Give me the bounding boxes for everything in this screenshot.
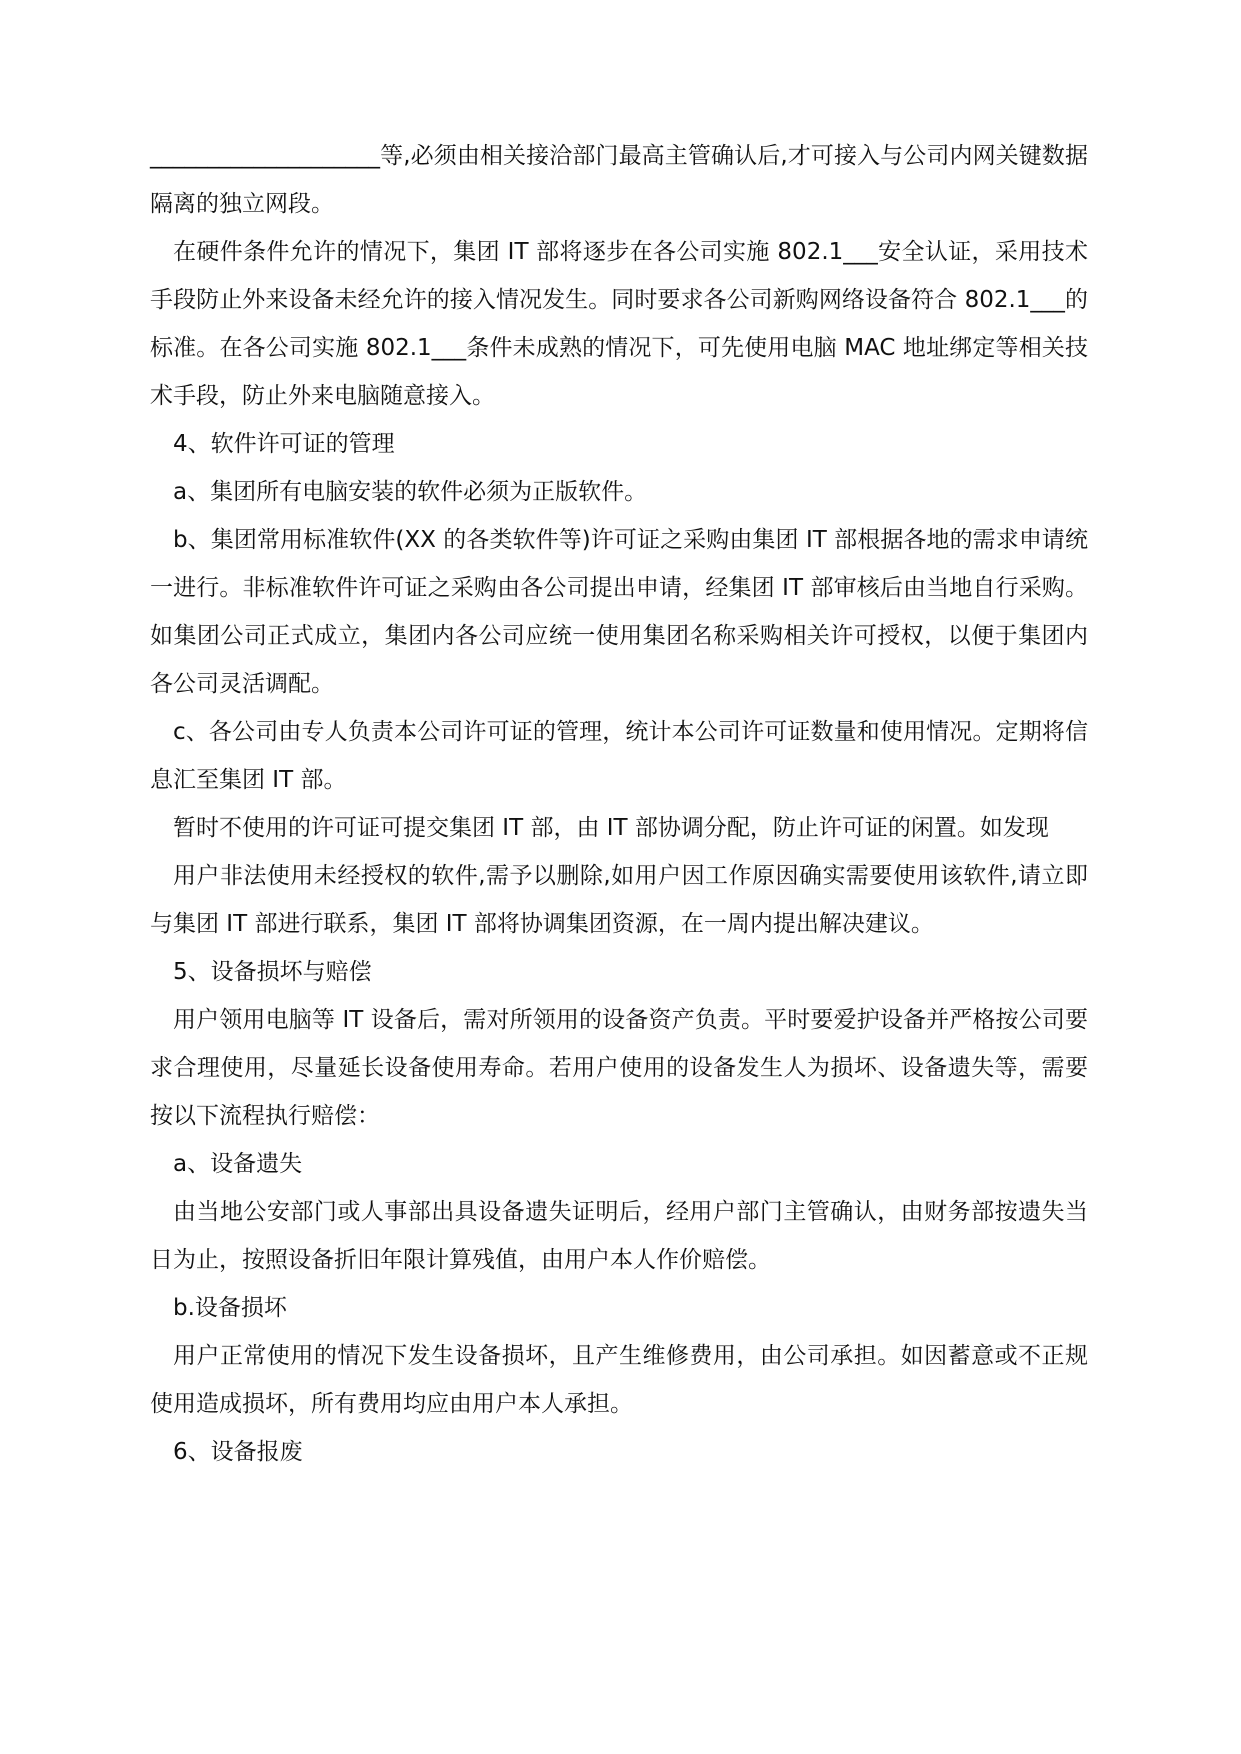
list-item-device-damage: b.设备损坏 bbox=[173, 1295, 287, 1321]
list-item-device-lost: a、设备遗失 bbox=[173, 1151, 303, 1177]
list-item-license-purchase: b、集团常用标准软件(XX 的各类软件等)许可证之采购由集团 IT 部根据各地的需求申请统一进行。非标准软件许可证之采购由各公司提出申请，经集团 IT 部审核后由当地自行采购。如集团公司正式成立，集团内各公司应统一使用集团名称采购相关许可授权，以便于集团内各公司灵活调配。 bbox=[150, 527, 1088, 697]
document-page bbox=[150, 132, 1088, 1476]
paragraph-license-reallocation: 暂时不使用的许可证可提交集团 IT 部，由 IT 部协调分配，防止许可证的闲置。如发现 bbox=[173, 815, 1049, 841]
section-heading-damage-compensation: 5、设备损坏与赔偿 bbox=[173, 959, 372, 985]
section-heading-device-scrap: 6、设备报废 bbox=[173, 1439, 303, 1465]
paragraph-device-responsibility: 用户领用电脑等 IT 设备后，需对所领用的设备资产负责。平时要爱护设备并严格按公司要求合理使用，尽量延长设备使用寿命。若用户使用的设备发生人为损坏、设备遗失等，需要按以下流程执行赔偿： bbox=[150, 1007, 1088, 1129]
list-item-genuine-software: a、集团所有电脑安装的软件必须为正版软件。 bbox=[173, 479, 648, 505]
paragraph-unauthorized-software: 用户非法使用未经授权的软件,需予以删除,如用户因工作原因确实需要使用该软件,请立即与集团 IT 部进行联系，集团 IT 部将协调集团资源，在一周内提出解决建议。 bbox=[150, 863, 1088, 937]
list-item-license-management: c、各公司由专人负责本公司许可证的管理，统计本公司许可证数量和使用情况。定期将信息汇至集团 IT 部。 bbox=[150, 719, 1088, 793]
paragraph-damage-compensation: 用户正常使用的情况下发生设备损坏，且产生维修费用，由公司承担。如因蓄意或不正规使用造成损坏，所有费用均应由用户本人承担。 bbox=[150, 1343, 1088, 1417]
paragraph-lost-compensation: 由当地公安部门或人事部出具设备遗失证明后，经用户部门主管确认，由财务部按遗失当日为止，按照设备折旧年限计算残值，由用户本人作价赔偿。 bbox=[150, 1199, 1088, 1273]
paragraph-network-segment: ____________________等,必须由相关接洽部门最高主管确认后,才可接入与公司内网关键数据隔离的独立网段。 bbox=[150, 143, 1088, 217]
section-heading-software-license: 4、软件许可证的管理 bbox=[173, 431, 395, 457]
paragraph-8021x-auth: 在硬件条件允许的情况下，集团 IT 部将逐步在各公司实施 802.1___安全认证，采用技术手段防止外来设备未经允许的接入情况发生。同时要求各公司新购网络设备符合 802.1___的标准。在各公司实施 802.1___条件未成熟的情况下，可先使用电脑 MAC 地址绑定等相关技术手段，防止外来电脑随意接入。 bbox=[150, 239, 1088, 409]
